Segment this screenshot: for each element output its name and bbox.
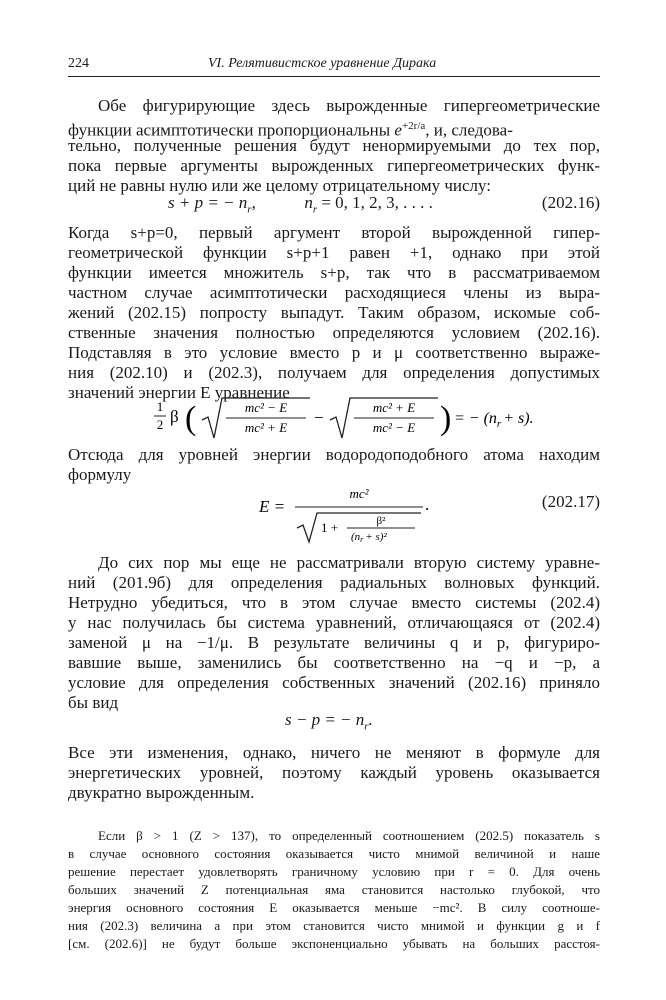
text-line: значений энергии E уравнение — [68, 383, 290, 402]
text-line: заменой μ на −1/μ. В результате величины q и p, фигуриро- — [68, 633, 600, 652]
eq-text: s − p = − n — [285, 710, 365, 729]
fraction-denominator: mc² − E — [372, 420, 416, 435]
eq-var: n — [304, 193, 313, 212]
chapter-title: VI. Релятивистское уравнение Дирака — [208, 56, 437, 71]
footnote-line: ния (202.3) величина a при этом становится чисто мнимой и функции g и f — [68, 918, 600, 933]
running-header — [68, 56, 600, 76]
footnote-line: решение перестает удовлетворять граничному условию при r = 0. Для очень — [68, 864, 600, 879]
minus-sign: − — [314, 408, 324, 427]
fraction-numerator: mc² + E — [372, 400, 416, 415]
den-inner — [351, 531, 387, 544]
text-line: вавшие выше, заменились бы соответственно на −q и −p, а — [68, 653, 600, 672]
eq-lhs: s + p = − n — [168, 193, 248, 212]
text-line: ственные значения полностью определяются условием (202.16). — [68, 323, 600, 342]
footnote-line: [см. (202.6)] не будут больше экспоненциально убывать на больших расстоя- — [68, 936, 600, 951]
left-paren: ( — [185, 400, 197, 437]
period: . — [425, 495, 430, 514]
text-line: бы вид — [68, 693, 119, 712]
fraction-denominator: mc² + E — [244, 420, 288, 435]
half-denominator: 2 — [156, 417, 164, 432]
equation-202-16: s + p = − $n_r$, $n_r = 0$, 1, 2, 3, . . . . — [168, 193, 433, 216]
equation-number: (202.16) — [541, 193, 600, 212]
page-number: 224 — [68, 56, 89, 71]
footnote-line: больших значений Z потенциальная яма становится настолько глубокой, что — [68, 882, 600, 897]
text-line: геометрической функции s+p+1 равен +1, однако при этой — [68, 243, 600, 262]
text-line: пока первые аргументы вырожденных гипергеометрических функ- — [68, 156, 600, 175]
text-line: Все эти изменения, однако, ничего не меняют в формуле для — [68, 743, 600, 762]
eq-subscript: r — [312, 203, 318, 216]
den-inner-text: (n — [351, 531, 361, 543]
text-line: условие для определения собственных значений (202.16) приняло — [68, 673, 600, 692]
equation-202-17 — [255, 480, 445, 544]
text-line: энергетических уровней, поэтому каждый уровень оказывается — [68, 763, 600, 782]
text-line: Нетрудно убедиться, что в этом случае вместо системы (202.4) — [68, 593, 600, 612]
text-line: Отсюда для уровней энергии водородоподобного атома находим — [68, 445, 600, 464]
text-line: жений (202.15) попросту выпадут. Таким образом, искомые соб- — [68, 303, 600, 322]
text-line: ния (202.10) и (202.3), получаем для определения допустимых — [68, 363, 600, 382]
text-line: тельно, полученные решения будут ненормируемыми до тех пор, — [68, 136, 600, 155]
equation-beta — [150, 392, 534, 448]
text-line: частном случае асимптотически расходящиеся члены из выра- — [68, 283, 600, 302]
eq-lhs: E = — [259, 497, 286, 516]
text-fragment: , и, следова- — [425, 120, 513, 140]
fraction-numerator: mc² − E — [244, 400, 288, 415]
eq-numerator: mc² — [349, 486, 369, 501]
eq-rhs: = 0, 1, 2, 3, . . . . — [321, 193, 433, 212]
text-line: Обе фигурирующие здесь вырожденные гипергеометрические — [98, 96, 600, 115]
math-exp-base: e — [394, 120, 402, 140]
right-paren: ) — [440, 400, 452, 437]
text-line: двукратно вырожденным. — [68, 783, 255, 802]
text-line: у нас получилась бы система уравнений, отличающаяся от (202.4) — [68, 613, 600, 632]
one-plus: 1 + — [321, 520, 339, 535]
math-exponent: +2r/a — [401, 120, 426, 132]
den-tail: + s)² — [365, 531, 387, 543]
period: . — [368, 710, 373, 729]
eq-subscript: r — [364, 720, 369, 733]
footnote-line: в случае основного состояния оказывается чисто мнимой величиной и наше — [68, 846, 600, 861]
eq-subscript: r — [496, 418, 502, 430]
eq-subscript: r — [247, 203, 252, 216]
beta-squared: β² — [376, 515, 386, 527]
equation-number: (202.17) — [541, 492, 600, 511]
half-numerator: 1 — [156, 399, 164, 414]
text-line: Подставляя в это условие вместо p и μ соответственно выраже- — [68, 343, 600, 362]
eq-rhs-tail: + s). — [503, 410, 534, 427]
header-rule — [68, 76, 600, 77]
text-line: функции имеется множитель s+p, так что в рассматриваемом — [68, 263, 600, 282]
eq-rhs-text: = − (n — [454, 410, 497, 427]
text-line: формулу — [68, 465, 132, 484]
footnote-line: энергия основного состояния E оказывается меньше −mc². В силу соотноше- — [68, 900, 600, 915]
eq-subscript: r — [360, 535, 364, 544]
text-line: ций не равны нулю или же целому отрицательному числу: — [68, 176, 491, 195]
text-line: Когда s+p=0, первый аргумент второй вырожденной гипер- — [68, 223, 600, 242]
footnote-line: Если β > 1 (Z > 137), то определенный соотношением (202.5) показатель s — [98, 828, 600, 843]
text-fragment: функции асимптотически пропорциональны — [68, 120, 391, 140]
equation-final — [285, 710, 373, 732]
text-line: ний (201.9б) для определения радиальных волновых функций. — [68, 573, 600, 592]
text-line: До сих пор мы еще не рассматривали вторую систему уравне- — [98, 553, 600, 572]
eq-rhs — [454, 410, 534, 430]
beta-symbol: β — [170, 407, 179, 426]
